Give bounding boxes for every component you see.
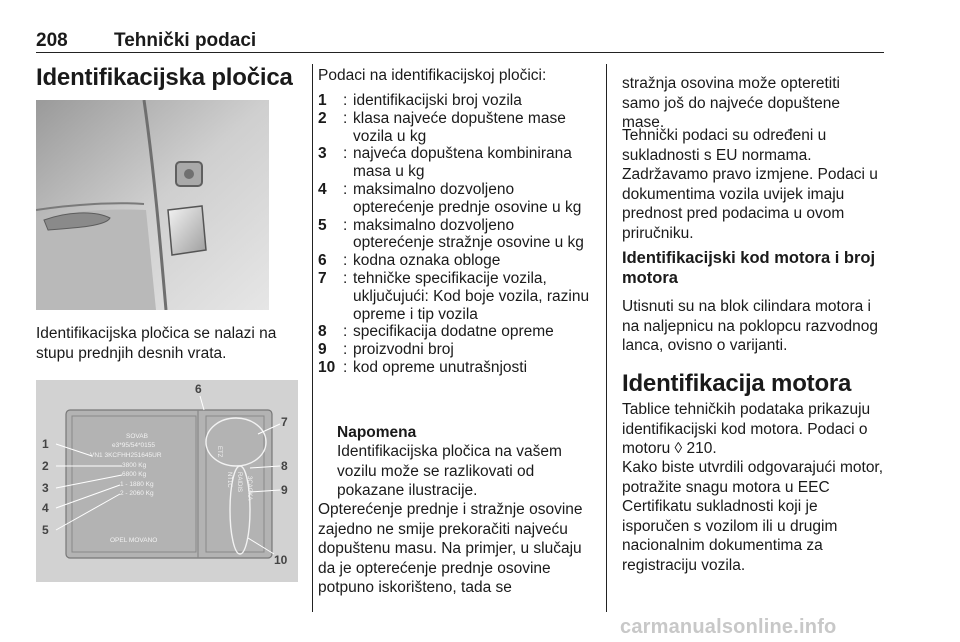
engine-identification-heading: Identifikacija motora (622, 370, 852, 397)
list-item (318, 359, 590, 377)
list-item-number: 8 (318, 323, 327, 341)
identification-plate-illustration (36, 380, 298, 582)
list-item-number: 10 (318, 358, 336, 376)
list-item-number: 3 (318, 145, 327, 163)
callout-8: 8 (281, 459, 288, 473)
plate-line-7: 2 - 2060 Kg (120, 490, 154, 497)
plate-data-intro: Podaci na identifikacijskoj pločici: (318, 67, 547, 84)
list-item-text: kodna oznaka obloge (353, 252, 501, 270)
list-item-text: tehničke specifikacije vozila, uključujući: Kod boje vozila, razinu opreme i tip vozila (353, 269, 590, 323)
plate-line-1: SOVAB (126, 433, 148, 440)
engine-code-paragraph: Utisnuti su na blok cilindara motora i na naljepnicu na poklopcu razvodnog lanca, ovisno o varijanti. (622, 298, 878, 354)
plate-line-4: 3800 Kg (122, 462, 147, 469)
list-item-colon: : (343, 180, 348, 198)
identification-plate-figure (36, 380, 298, 582)
plate-line-6: 1 - 1880 Kg (120, 481, 154, 488)
list-item-colon: : (343, 323, 348, 341)
list-item-colon: : (343, 145, 348, 163)
list-item-text: kod opreme unutrašnjosti (353, 358, 528, 376)
list-item (318, 217, 590, 253)
callout-7: 7 (281, 415, 288, 429)
list-item (318, 323, 590, 341)
column-divider-1 (312, 64, 313, 612)
plate-line-2: e3*95/54*0155 (112, 442, 156, 449)
plate-side-text-2: NT1C (226, 472, 232, 488)
watermark: carmanualsonline.info (620, 616, 837, 638)
list-item-number: 7 (318, 269, 327, 287)
plate-side-text-1: ETZ (216, 446, 222, 458)
callout-9: 9 (281, 483, 288, 497)
list-item (318, 252, 590, 270)
callout-10: 10 (274, 553, 288, 567)
list-item-number: 9 (318, 341, 327, 359)
callout-5: 5 (42, 523, 49, 537)
callout-4: 4 (42, 501, 49, 515)
list-item (318, 110, 590, 146)
plate-line-3: VN1 3KCFHH251645UR (90, 452, 162, 459)
axle-load-paragraph-cont: stražnja osovina može opteretiti samo još do najveće dopuštene mase. (622, 75, 841, 131)
plate-side-text-4: 3CAGKA (246, 476, 252, 501)
list-item-colon: : (343, 216, 348, 234)
list-item-text: specifikacija dodatne opreme (353, 323, 554, 341)
technical-data-paragraph: Tehnički podaci su određeni u sukladnosti s EU normama. Zadržavamo pravo izmjene. Podaci u dokumentima vozila uvijek imaju prednost pred podacima u ovom priručniku. (622, 127, 878, 242)
list-item-number: 5 (318, 216, 327, 234)
list-item (318, 341, 590, 359)
list-item-text: klasa najveće dopuštene mase vozila u kg (353, 109, 566, 145)
list-item (318, 92, 590, 110)
callout-1: 1 (42, 437, 49, 451)
plate-location-caption: Identifikacijska pločica se nalazi na stupu prednjih desnih vrata. (36, 325, 277, 362)
list-item (318, 145, 590, 181)
page-number: 208 (36, 30, 68, 51)
list-item-colon: : (343, 341, 348, 359)
engine-code-heading: Identifikacijski kod motora i broj motora (622, 249, 876, 287)
column-divider-2 (606, 64, 607, 612)
plate-line-5: 6800 Kg (122, 471, 147, 478)
list-item-text: proizvodni broj (353, 341, 454, 359)
axle-load-paragraph: Opterećenje prednje i stražnje osovine zajedno ne smije prekoračiti najveću dopuštenu masu. Na primjer, u slučaju da je opterećenje prednje osovine potpuno iskorišteno, tada se (318, 501, 583, 596)
list-item-colon: : (343, 358, 348, 376)
list-item-number: 2 (318, 109, 327, 127)
list-item (318, 181, 590, 217)
list-item-text: maksimalno dozvoljeno opterećenje prednje osovine u kg (353, 180, 582, 216)
plate-side-text-3: RAIDIS (236, 472, 242, 493)
list-item-number: 1 (318, 92, 327, 109)
list-item-number: 4 (318, 180, 327, 198)
list-item-colon: : (343, 109, 348, 127)
list-item-number: 6 (318, 252, 327, 270)
list-item-colon: : (343, 252, 348, 270)
list-item-text: najveća dopuštena kombinirana masa u kg (353, 145, 572, 181)
door-pillar-photo (36, 100, 269, 310)
note-text: Identifikacijska pločica na vašem vozilu može se razlikovati od pokazane ilustracije. (337, 443, 562, 499)
engine-tables-paragraph: Tablice tehničkih podataka prikazuju identifikacijski kod motora. Podaci o motoru ◊ 210. (622, 401, 871, 457)
door-pillar-illustration (36, 100, 269, 310)
list-item-text: identifikacijski broj vozila (353, 92, 522, 109)
callout-3: 3 (42, 481, 49, 495)
list-item-colon: : (343, 269, 348, 287)
list-item-colon: : (343, 92, 348, 109)
plate-data-list (318, 92, 590, 377)
header-rule (36, 52, 884, 53)
engine-power-paragraph: Kako biste utvrdili odgovarajući motor, potražite snagu motora u EEC Certifikatu sukladnosti koji je isporučen s vozilom ili u drugim nacionalnim dokumentima za registraciju vozila. (622, 459, 884, 574)
callout-2: 2 (42, 459, 49, 473)
note-heading: Napomena (337, 424, 417, 441)
list-item (318, 270, 590, 323)
list-item-text: maksimalno dozvoljeno opterećenje stražnje osovine u kg (353, 216, 584, 252)
page-header-title: Tehnički podaci (114, 30, 257, 51)
plate-brand: OPEL MOVANO (110, 537, 158, 544)
section-heading-plate: Identifikacijska pločica (36, 64, 293, 91)
callout-6: 6 (195, 382, 202, 396)
